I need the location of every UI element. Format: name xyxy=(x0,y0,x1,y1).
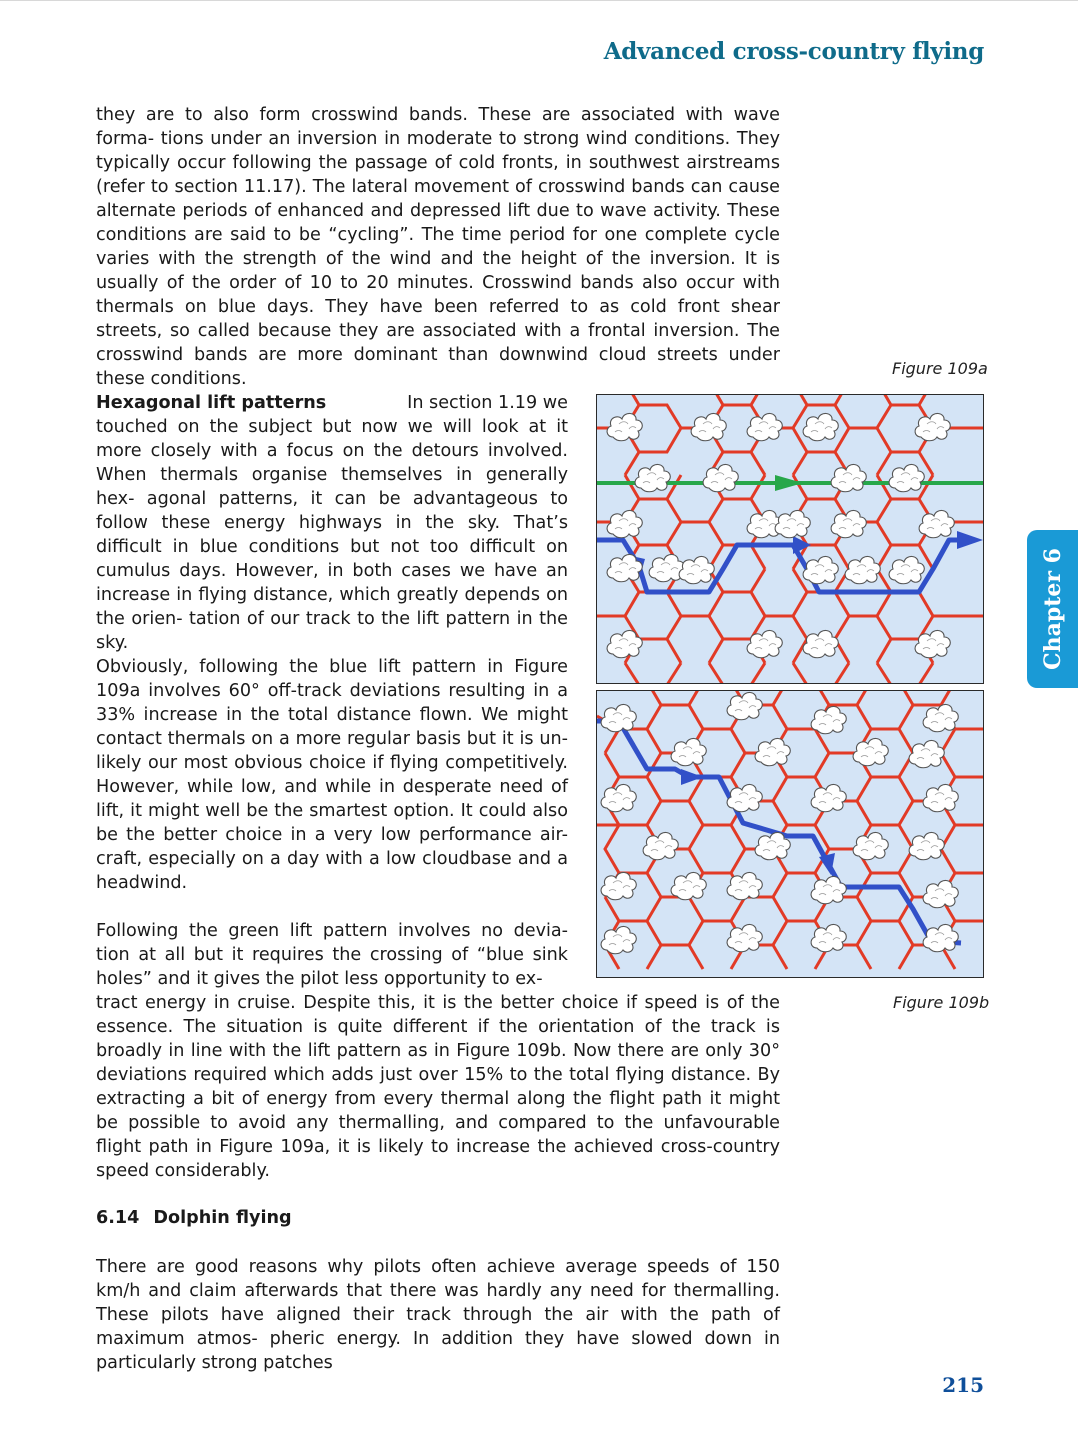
figure-109a-caption: Figure 109a xyxy=(892,359,988,378)
hexagonal-lead-text: In section 1.19 we xyxy=(407,393,568,413)
paragraph-blue-pattern: Obviously, following the blue lift pattern in Figure 109a involves 60° off-track deviations resulting in a 33% increase in the total distance flown. We might contact thermals on a more regular basis but it is un- likely our most obvious choice if flying competitively. However, while low, and while in desperate need of lift, it might well be the smartest option. It could also be the better choice in a very low performance air- craft, especially on a day with a low cloudbase and a headwind. xyxy=(96,657,568,893)
paragraph-dolphin: There are good reasons why pilots often achieve average speeds of 150 km/h and claim afterwards that there was hardly any need for thermalling. These pilots have aligned their track through the air with the path of maximum atmos- pheric energy. In addition they have slowed down in particularly strong patches xyxy=(96,1257,780,1373)
section-heading xyxy=(96,1208,292,1228)
paragraph-green-pattern-cont: tract energy in cruise. Despite this, it is the better choice if speed is of the essence. The situation is quite different if the orientation of the track is broadly in line with the lift pattern as in Figure 109b. Now there are only 30° deviations required which adds just over 15% to the total flying distance. By extracting a bit of energy from every thermal along the flight path it might be possible to avoid any thermalling, and compared to the unfavourable flight path in Figure 109a, it is likely to increase the achieved cross-country speed considerably. xyxy=(96,993,780,1181)
paragraph-hexagonal xyxy=(96,391,568,655)
chapter-tab xyxy=(1027,530,1078,688)
paragraph-green-pattern-start: Following the green lift pattern involves no devia- tion at all but it requires the crossing of “blue sink holes” and it gives the pilot less opportunity to ex- xyxy=(96,921,568,989)
section-number: 6.14 xyxy=(96,1208,140,1228)
figure-109b-diagram xyxy=(597,691,983,977)
figure-109a-diagram xyxy=(597,395,983,683)
clouds-109a xyxy=(607,413,954,657)
running-header-title: Advanced cross-country flying xyxy=(603,38,984,65)
figure-109a xyxy=(596,394,984,684)
hexagonal-body: touched on the subject but now we will look at it more closely with a focus on the detours involved. When thermals organise themselves in generally hex- agonal patterns, it can be advantageous to follow these energy highways in the sky. That’s difficult in blue conditions but not too difficult on cumulus days. However, in both cases we have an increase in flying distance, which greatly depends on the orien- tation of our track to the lift pattern in the sky. xyxy=(96,417,568,653)
hexagonal-heading: Hexagonal lift patterns xyxy=(96,393,327,413)
top-rule xyxy=(0,0,1078,1)
clouds-109b xyxy=(601,692,958,953)
chapter-tab-label: Chapter 6 xyxy=(1039,548,1066,670)
page-number: 215 xyxy=(942,1373,984,1397)
paragraph-crosswind-bands: they are to also form crosswind bands. These are associated with wave forma- tions under an inversion in moderate to strong wind conditions. They typically occur following the passage of cold fronts, in southwest airstreams (refer to section 11.17). The lateral movement of crosswind bands can cause alternate periods of enhanced and depressed lift due to wave activity. These conditions are said to be “cycling”. The time period for one complete cycle varies with the strength of the wind and the height of the inversion. It is usually of the order of 10 to 20 minutes. Crosswind bands also occur with thermals on blue days. They have been referred to as cold front shear streets, so called because they are associated with a frontal inversion. The crosswind bands are more dominant than downwind cloud streets under these conditions. xyxy=(96,105,780,389)
section-title: Dolphin flying xyxy=(153,1208,292,1228)
figure-109b xyxy=(596,690,984,978)
hexagonal-heading-line xyxy=(96,391,568,415)
figure-109b-caption: Figure 109b xyxy=(893,993,990,1012)
